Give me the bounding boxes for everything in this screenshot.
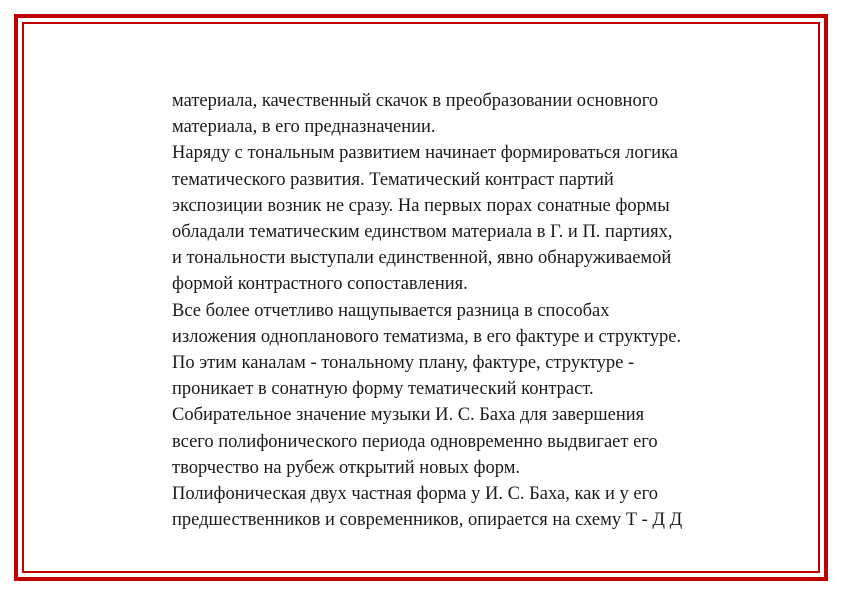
text-line: экспозиции возник не сразу. На первых порах сонатные формы [172,195,670,216]
text-line: материала, в его предназначении. [172,117,436,138]
text-line: тематического развития. Тематический контраст партий [172,169,614,190]
text-line: Собирательное значение музыки И. С. Баха для завершения [172,405,645,426]
text-line: изложения однопланового тематизма, в его фактуре и структуре. [172,326,682,347]
text-line: обладали тематическим единством материала в Г. и П. партиях, [172,222,673,243]
text-line: всего полифонического периода одновременно выдвигает его [172,431,658,452]
text-line: Полифоническая двух частная форма у И. С. Баха, как и у его [172,484,658,505]
text-line: По этим каналам - тональному плану, фактуре, структуре - [172,353,635,374]
text-line: Наряду с тональным развитием начинает формироваться логика [172,143,678,164]
text-line: проникает в сонатную форму тематический контраст. [172,379,594,400]
text-line: материала, качественный скачок в преобразовании основного [172,91,659,111]
text-line: творчество на рубеж открытий новых форм. [172,457,521,478]
text-line: формой контрастного сопоставления. [172,274,468,295]
text-line: и тональности выступали единственной, явно обнаруживаемой [172,248,672,269]
text-line: Все более отчетливо нащупывается разница в способах [172,300,610,321]
slide-body-text [172,88,792,533]
text-line: предшественников и современников, опирается на схему Т - Д Д [172,510,683,531]
